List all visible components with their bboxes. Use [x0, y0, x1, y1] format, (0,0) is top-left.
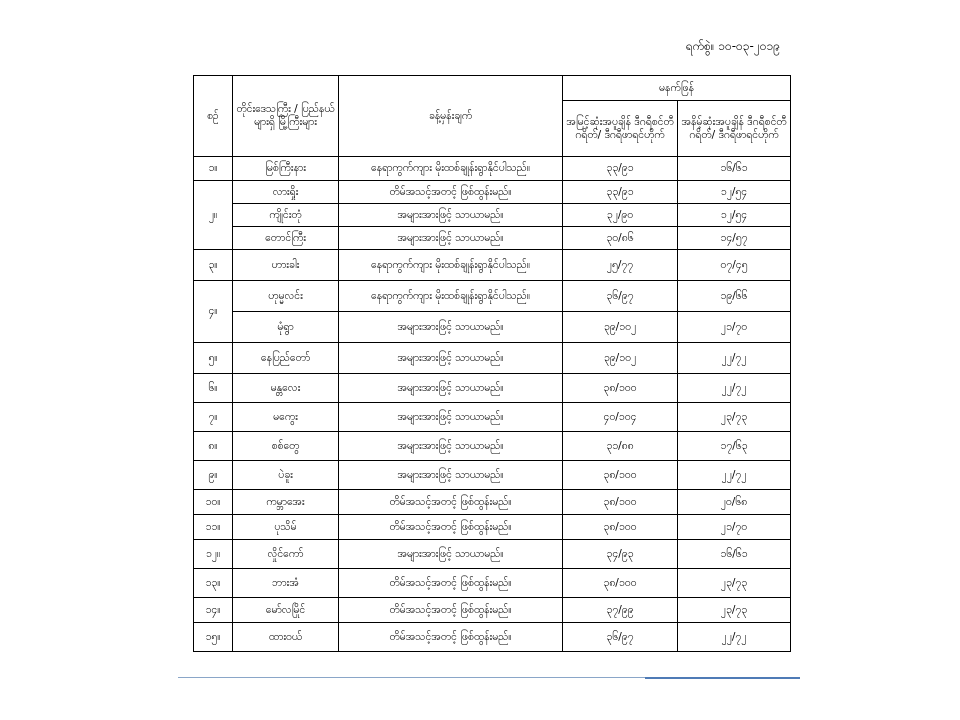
row-max-temp: ၃၈/၁၀၀ [563, 569, 678, 598]
row-max-temp: ၂၅/၇၇ [563, 250, 678, 281]
row-min-temp: ၂၃/၇၃ [678, 403, 791, 432]
row-min-temp: ၁၆/၆၁ [678, 157, 791, 181]
row-city: မော်လမြိုင် [233, 598, 339, 623]
row-city: မြစ်ကြီးနား [233, 157, 339, 181]
row-max-temp: ၃၈/၁၀၀ [563, 374, 678, 403]
row-serial-no: ၁။ [194, 157, 233, 181]
row-forecast: အများအားဖြင့် သာယာမည်။ [339, 227, 563, 250]
table-row [194, 281, 791, 312]
weather-forecast-table [193, 75, 791, 652]
table-row [194, 374, 791, 403]
row-max-temp: ၃၈/၁၀၀ [563, 490, 678, 515]
row-serial-no: ၅။ [194, 343, 233, 374]
row-city: ဟားခါး [233, 250, 339, 281]
row-max-temp: ၃၄/၉၃ [563, 540, 678, 569]
row-serial-no: ၁၄။ [194, 598, 233, 623]
header-min-temp: အနိမ့်ဆုံးအပူချိန် ဒီဂရီစင်တီဂရိတ်/ ဒီဂရီဖာရင်ဟိုက် [678, 101, 791, 157]
table-row [194, 157, 791, 181]
row-serial-no: ၈။ [194, 432, 233, 461]
table-row [194, 204, 791, 227]
row-serial-no: ၆။ [194, 374, 233, 403]
table-row [194, 432, 791, 461]
row-city: နေပြည်တော် [233, 343, 339, 374]
row-city: ဘားအံ [233, 569, 339, 598]
report-date: ရက်စွဲ။ ၁၀-၀၃-၂၀၁၉ [685, 39, 780, 53]
row-serial-no: ၁၃။ [194, 569, 233, 598]
header-max-temp: အမြင့်ဆုံးအပူချိန် ဒီဂရီစင်တီဂရိတ်/ ဒီဂရီဖာရင်ဟိုက် [563, 101, 678, 157]
row-max-temp: ၃၂/၉၀ [563, 204, 678, 227]
row-min-temp: ၀၇/၄၅ [678, 250, 791, 281]
row-max-temp: ၃၉/၁၀၂ [563, 312, 678, 343]
row-forecast: တိမ်အသင့်အတင့် ဖြစ်ထွန်းမည်။ [339, 623, 563, 652]
row-min-temp: ၁၇/၆၃ [678, 432, 791, 461]
table-row [194, 403, 791, 432]
row-serial-no: ၁၅။ [194, 623, 233, 652]
row-forecast: အများအားဖြင့် သာယာမည်။ [339, 204, 563, 227]
row-max-temp: ၄၀/၁၀၄ [563, 403, 678, 432]
header-forecast: ခန့်မှန်းချက် [339, 76, 563, 157]
row-max-temp: ၃၇/၉၉ [563, 598, 678, 623]
row-city: မုံရွာ [233, 312, 339, 343]
header-region-city: တိုင်းဒေသကြီး / ပြည်နယ်များရှိ မြို့ကြီးများ [233, 76, 339, 157]
header-serial-no: စဉ် [194, 76, 233, 157]
table-row [194, 490, 791, 515]
row-serial-no: ၁၁။ [194, 515, 233, 540]
row-forecast: တိမ်အသင့်အတင့် ဖြစ်ထွန်းမည်။ [339, 598, 563, 623]
row-min-temp: ၂၀/၆၈ [678, 490, 791, 515]
row-forecast: အများအားဖြင့် သာယာမည်။ [339, 540, 563, 569]
row-max-temp: ၃၆/၉၇ [563, 281, 678, 312]
header-tomorrow: မနက်ဖြန် [563, 76, 791, 101]
row-min-temp: ၂၂/၇၂ [678, 374, 791, 403]
row-min-temp: ၂၃/၇၃ [678, 569, 791, 598]
row-forecast: အများအားဖြင့် သာယာမည်။ [339, 461, 563, 490]
row-min-temp: ၂၂/၇၂ [678, 623, 791, 652]
table-row [194, 515, 791, 540]
table-row [194, 598, 791, 623]
row-min-temp: ၁၉/၆၆ [678, 281, 791, 312]
row-min-temp: ၁၂/၅၄ [678, 181, 791, 204]
row-max-temp: ၃၁/၈၈ [563, 432, 678, 461]
row-city: ဟုမ္မလင်း [233, 281, 339, 312]
row-serial-no: ၄။ [194, 281, 233, 343]
row-serial-no: ၁၀။ [194, 490, 233, 515]
table-row [194, 623, 791, 652]
footer-divider-accent [645, 677, 800, 679]
row-max-temp: ၃၃/၉၁ [563, 157, 678, 181]
row-max-temp: ၃၃/၉၁ [563, 181, 678, 204]
row-max-temp: ၃၈/၁၀၀ [563, 515, 678, 540]
table-row [194, 181, 791, 204]
row-min-temp: ၂၁/၇၀ [678, 312, 791, 343]
row-city: လားရှိုး [233, 181, 339, 204]
row-forecast: အများအားဖြင့် သာယာမည်။ [339, 432, 563, 461]
row-min-temp: ၁၄/၅၇ [678, 227, 791, 250]
row-forecast: တိမ်အသင့်အတင့် ဖြစ်ထွန်းမည်။ [339, 490, 563, 515]
row-city: ကမ္ဘာအေး [233, 490, 339, 515]
table-row [194, 461, 791, 490]
row-forecast: နေရာကွက်ကျား မိုးထစ်ချုန်းရွာနိုင်ပါသည်။ [339, 281, 563, 312]
row-min-temp: ၂၂/၇၂ [678, 461, 791, 490]
row-serial-no: ၉။ [194, 461, 233, 490]
row-city: ထားဝယ် [233, 623, 339, 652]
row-city: ကျိုင်းတုံ [233, 204, 339, 227]
row-min-temp: ၂၂/၇၂ [678, 343, 791, 374]
row-forecast: တိမ်အသင့်အတင့် ဖြစ်ထွန်းမည်။ [339, 515, 563, 540]
row-forecast: တိမ်အသင့်အတင့် ဖြစ်ထွန်းမည်။ [339, 569, 563, 598]
row-city: လှိုင်ကော် [233, 540, 339, 569]
table-row [194, 540, 791, 569]
row-serial-no: ၃။ [194, 250, 233, 281]
row-max-temp: ၃၀/၈၆ [563, 227, 678, 250]
row-serial-no: ၁၂။ [194, 540, 233, 569]
row-serial-no: ၇။ [194, 403, 233, 432]
row-min-temp: ၁၂/၅၄ [678, 204, 791, 227]
row-forecast: အများအားဖြင့် သာယာမည်။ [339, 312, 563, 343]
row-max-temp: ၃၉/၁၀၂ [563, 343, 678, 374]
row-min-temp: ၂၁/၇၀ [678, 515, 791, 540]
row-city: မန္တလေး [233, 374, 339, 403]
row-city: ပဲခူး [233, 461, 339, 490]
row-forecast: တိမ်အသင့်အတင့် ဖြစ်ထွန်းမည်။ [339, 181, 563, 204]
table-header-row [194, 76, 791, 101]
row-max-temp: ၃၈/၁၀၀ [563, 461, 678, 490]
table-row [194, 250, 791, 281]
row-max-temp: ၃၆/၉၇ [563, 623, 678, 652]
row-city: ပုသိမ် [233, 515, 339, 540]
table-row [194, 343, 791, 374]
row-forecast: နေရာကွက်ကျား မိုးထစ်ချုန်းရွာနိုင်ပါသည်။ [339, 250, 563, 281]
row-forecast: အများအားဖြင့် သာယာမည်။ [339, 343, 563, 374]
row-min-temp: ၂၃/၇၃ [678, 598, 791, 623]
row-forecast: အများအားဖြင့် သာယာမည်။ [339, 403, 563, 432]
row-serial-no: ၂။ [194, 181, 233, 250]
row-city: စစ်တွေ [233, 432, 339, 461]
table-row [194, 227, 791, 250]
table-row [194, 312, 791, 343]
row-city: မကွေး [233, 403, 339, 432]
row-forecast: နေရာကွက်ကျား မိုးထစ်ချုန်းရွာနိုင်ပါသည်။ [339, 157, 563, 181]
row-forecast: အများအားဖြင့် သာယာမည်။ [339, 374, 563, 403]
row-city: တောင်ကြီး [233, 227, 339, 250]
table-row [194, 569, 791, 598]
row-min-temp: ၁၆/၆၁ [678, 540, 791, 569]
